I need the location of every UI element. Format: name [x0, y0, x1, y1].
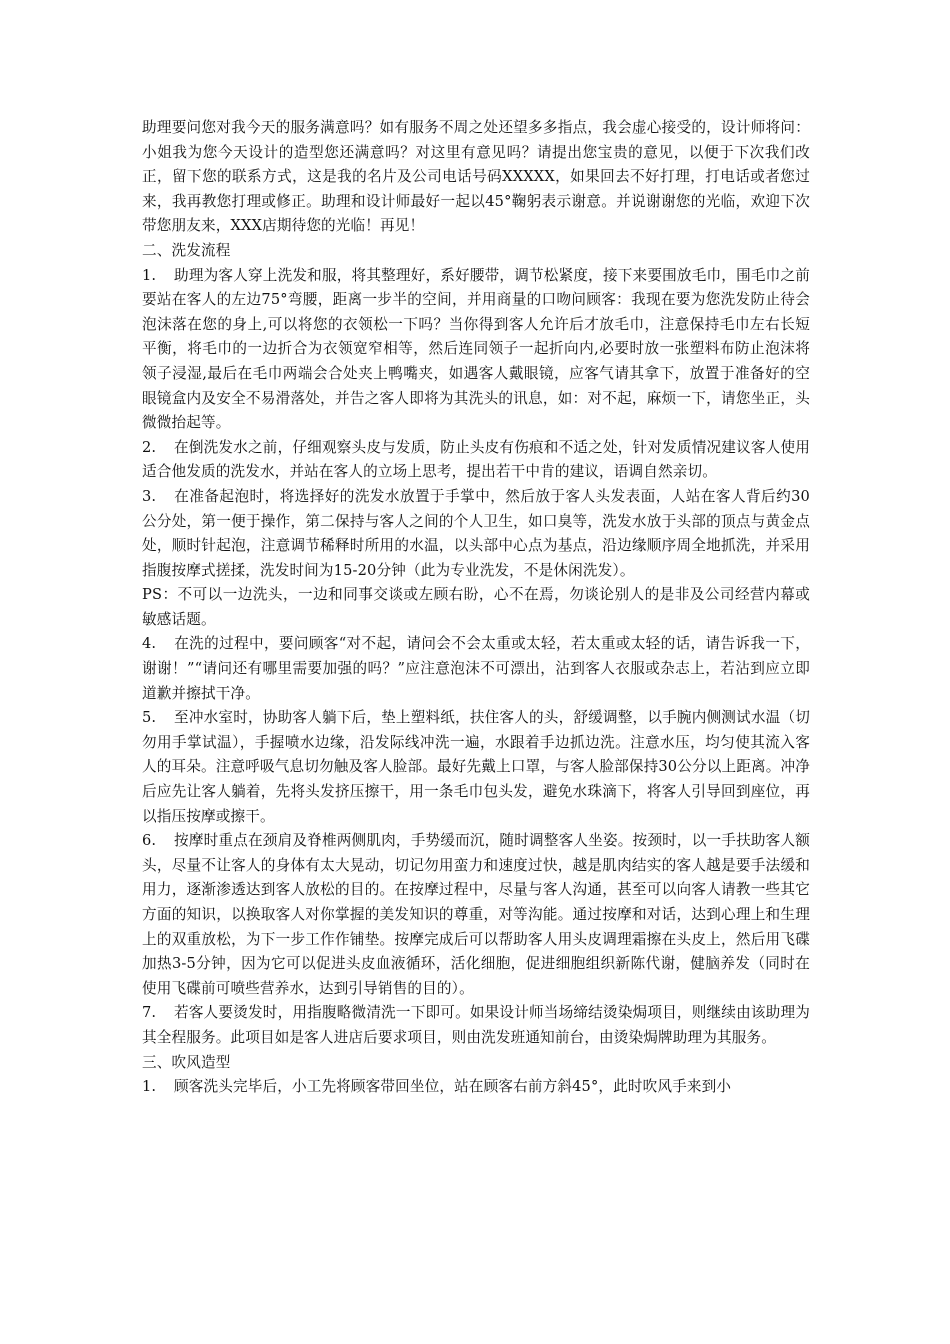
list-item [142, 706, 810, 829]
item-text: 在准备起泡时，将选择好的洗发水放置于手掌中，然后放于客人头发表面，人站在客人背后约30公分处，第一便于操作，第二保持与客人之间的个人卫生，如口臭等，洗发水放于头部的顶点与黄金点处，顺时针起泡，注意调节稀释时所用的水温，以头部中心点为基点，沿边缘顺序周全地抓洗，并采用指腹按摩式搓揉，洗发时间为15-20分钟（此为专业洗发，不是休闲洗发）。 [142, 487, 810, 579]
item-number: 3. [142, 487, 157, 505]
item-text: 至冲水室时，协助客人躺下后，垫上塑料纸，扶住客人的头，舒缓调整，以手腕内侧测试水温（切勿用手掌试温），手握喷水边缘，沿发际线冲洗一遍，水跟着手边抓边洗。注意水压，均匀使其流入客人的耳朵。注意呼吸气息切勿触及客人脸部。最好先戴上口罩，与客人脸部保持30公分以上距离。冲净后应先让客人躺着，先将头发挤压擦干，用一条毛巾包头发，避免水珠滴下，将客人引导回到座位，再以指压按摩或擦干。 [142, 709, 810, 825]
section-heading-blow-dry-styling: 三、吹风造型 [142, 1053, 231, 1071]
item-number: 7. [142, 1004, 157, 1022]
list-item [142, 264, 810, 436]
intro-paragraph: 助理要问您对我今天的服务满意吗？如有服务不周之处还望多多指点，我会虚心接受的，设计师将问：小姐我为您今天设计的造型您还满意吗？对这里有意见吗？请提出您宝贵的意见，以便于下次我们改正，留下您的联系方式，这是我的名片及公司电话号码XXXXX，如果回去不好打理，打电话或者您过来，我再教您打理或修正。助理和设计师最好一起以45°鞠躬表示谢意。并说谢谢您的光临，欢迎下次带您朋友来，XXX店期待您的光临！再见！ [142, 119, 810, 235]
item-text: 顾客洗头完毕后，小工先将顾客带回坐位，站在顾客右前方斜45°，此时吹风手来到小 [174, 1078, 732, 1096]
item-text: 在倒洗发水之前，仔细观察头皮与发质，防止头皮有伤痕和不适之处，针对发质情况建议客人使用适合他发质的洗发水，并站在客人的立场上思考，提出若干中肯的建议，语调自然亲切。 [142, 438, 810, 481]
document-page [142, 116, 810, 1100]
item-number: 1. [142, 1078, 157, 1096]
list-item [142, 485, 810, 583]
list-item [142, 436, 810, 485]
section-heading-wash-process: 二、洗发流程 [142, 241, 231, 259]
list-item [142, 1075, 810, 1100]
item-text: 若客人要烫发时，用指腹略微清洗一下即可。如果设计师当场缔结烫染焗项目，则继续由该助理为其全程服务。此项目如是客人进店后要求项目，则由洗发班通知前台，由烫染焗牌助理为其服务。 [142, 1004, 810, 1046]
item-text: 在洗的过程中，要问顾客“对不起，请问会不会太重或太轻，若太重或太轻的话，请告诉我一下，谢谢！”“请问还有哪里需要加强的吗？”应注意泡沫不可漂出，沾到客人衣服或杂志上，若沾到应立即道歉并擦拭干净。 [142, 635, 810, 702]
item-text: 助理为客人穿上洗发和服，将其整理好，系好腰带，调节松紧度，接下来要围放毛巾，围毛巾之前要站在客人的左边75°弯腰，距离一步半的空间，并用商量的口吻问顾客：我现在要为您洗发防止待会泡沫落在您的身上,可以将您的衣领松一下吗？当你得到客人允许后才放毛巾，注意保持毛巾左右长短平衡，将毛巾的一边折合为衣领宽窄相等，然后连同领子一起折向内,必要时放一张塑料布防止泡沫将领子浸湿,最后在毛巾两端会合处夹上鸭嘴夹，如遇客人戴眼镜，应客气请其拿下，放置于准备好的空眼镜盒内及安全不易滑落处，并告之客人即将为其洗头的讯息，如：对不起，麻烦一下，请您坐正，头微微抬起等。 [142, 266, 810, 432]
list-item [142, 1001, 810, 1050]
item-number: 1. [142, 266, 157, 284]
list-item [142, 829, 810, 1001]
item-number: 5. [142, 709, 157, 727]
item-number: 2. [142, 438, 157, 456]
list-item [142, 632, 810, 706]
item-number: 4. [142, 635, 157, 653]
item-number: 6. [142, 832, 157, 850]
ps-paragraph: PS：不可以一边洗头，一边和同事交谈或左顾右盼，心不在焉，勿谈论别人的是非及公司经营内幕或敏感话题。 [142, 586, 810, 628]
item-text: 按摩时重点在颈肩及脊椎两侧肌肉，手势缓而沉，随时调整客人坐姿。按颈时，以一手扶助客人额头，尽量不让客人的身体有太大晃动，切记勿用蛮力和速度过快，越是肌肉结实的客人越是要手法缓和用力，逐渐渗透达到客人放松的目的。在按摩过程中，尽量与客人沟通，甚至可以向客人请教一些其它方面的知识，以换取客人对你掌握的美发知识的尊重，对等沟能。通过按摩和对话，达到心理上和生理上的双重放松，为下一步工作作铺垫。按摩完成后可以帮助客人用头皮调理霜擦在头皮上，然后用飞碟加热3-5分钟，因为它可以促进头皮血液循环，活化细胞，促进细胞组织新陈代谢，健脑养发（同时在使用飞碟前可喷些营养水，达到引导销售的目的）。 [142, 832, 810, 997]
